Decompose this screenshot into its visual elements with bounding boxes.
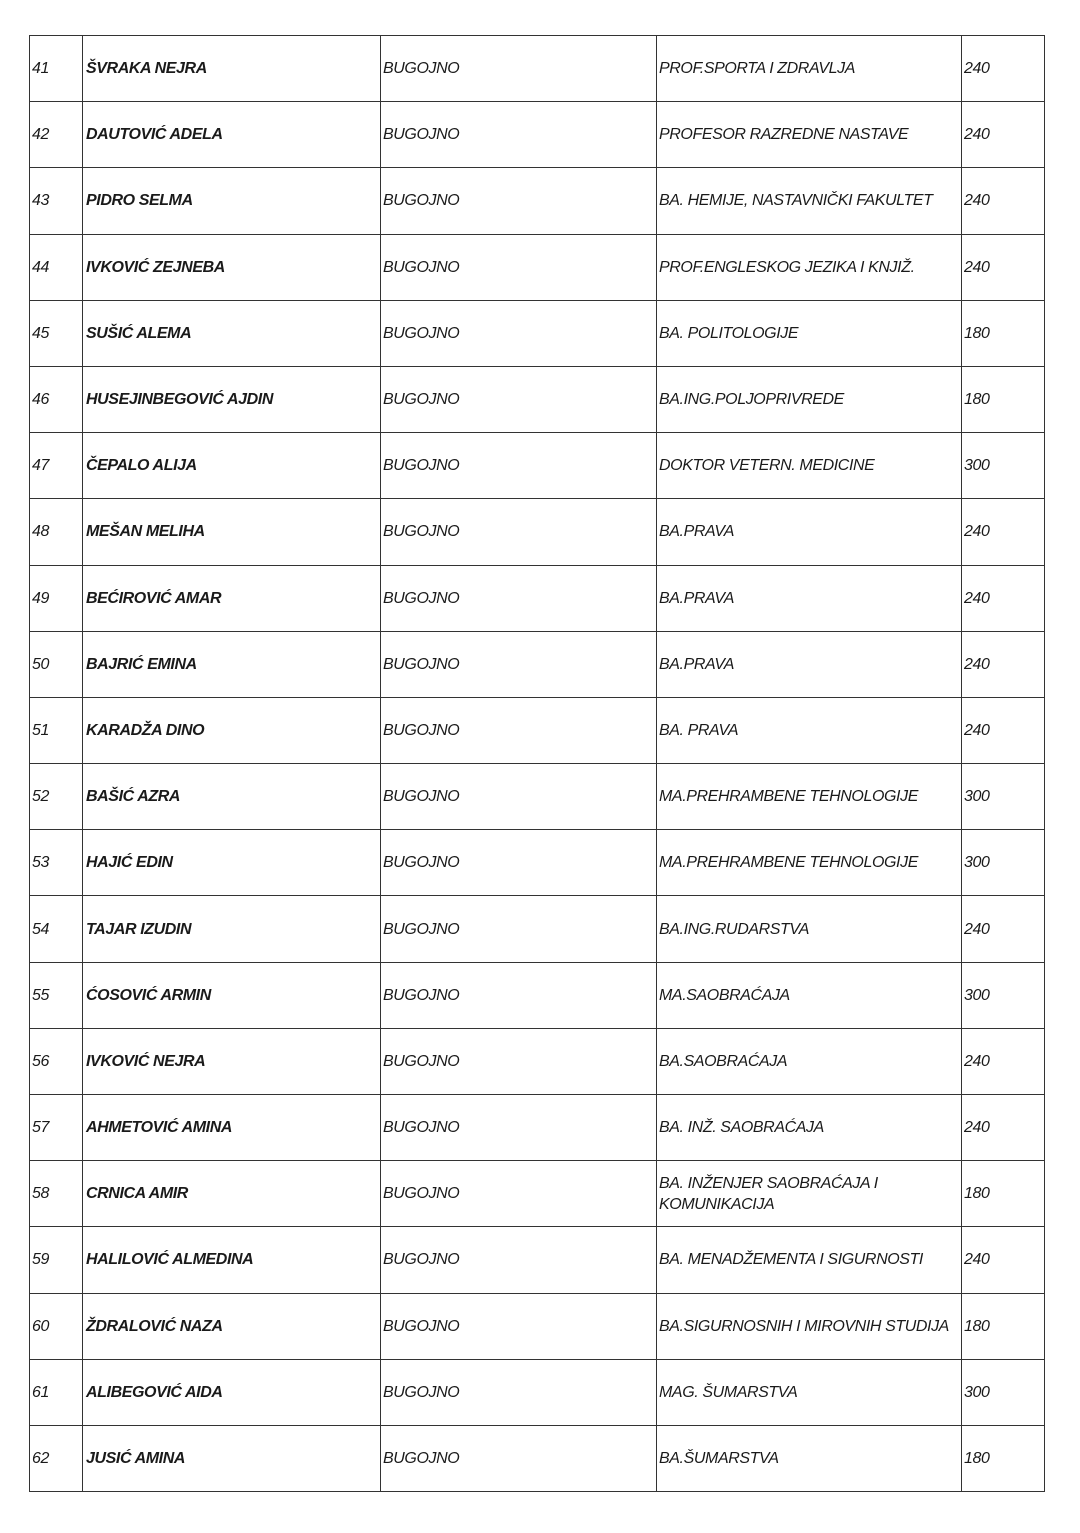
city: BUGOJNO [381,1161,657,1227]
person-name: JUSIĆ AMINA [83,1425,381,1491]
degree: BA. HEMIJE, NASTAVNIČKI FAKULTET [657,168,962,234]
table-row [30,1425,1045,1491]
table-row [30,168,1045,234]
person-name: BEĆIROVIĆ AMAR [83,565,381,631]
city: BUGOJNO [381,1425,657,1491]
person-name: ŠVRAKA NEJRA [83,36,381,102]
row-number: 46 [30,366,83,432]
row-number: 47 [30,433,83,499]
ects-credits: 180 [962,1425,1045,1491]
table-row [30,300,1045,366]
row-number: 49 [30,565,83,631]
ects-credits: 240 [962,234,1045,300]
city: BUGOJNO [381,300,657,366]
person-name: SUŠIĆ ALEMA [83,300,381,366]
degree: DOKTOR VETERN. MEDICINE [657,433,962,499]
degree: MA.SAOBRAĆAJA [657,962,962,1028]
person-name: ČEPALO ALIJA [83,433,381,499]
table-row [30,1161,1045,1227]
table-row [30,433,1045,499]
row-number: 44 [30,234,83,300]
ects-credits: 300 [962,1359,1045,1425]
row-number: 42 [30,102,83,168]
ects-credits: 180 [962,1161,1045,1227]
person-name: ŽDRALOVIĆ NAZA [83,1293,381,1359]
table-row [30,631,1045,697]
row-number: 52 [30,764,83,830]
table-row [30,764,1045,830]
table-row [30,102,1045,168]
table-row [30,499,1045,565]
city: BUGOJNO [381,1359,657,1425]
person-name: HUSEJINBEGOVIĆ AJDIN [83,366,381,432]
row-number: 58 [30,1161,83,1227]
row-number: 48 [30,499,83,565]
degree: BA. POLITOLOGIJE [657,300,962,366]
row-number: 41 [30,36,83,102]
degree: PROF.ENGLESKOG JEZIKA I KNJIŽ. [657,234,962,300]
degree: BA. MENADŽEMENTA I SIGURNOSTI [657,1227,962,1293]
row-number: 61 [30,1359,83,1425]
degree: BA.PRAVA [657,565,962,631]
degree: MAG. ŠUMARSTVA [657,1359,962,1425]
ects-credits: 240 [962,1227,1045,1293]
city: BUGOJNO [381,1227,657,1293]
city: BUGOJNO [381,631,657,697]
person-name: MEŠAN MELIHA [83,499,381,565]
row-number: 59 [30,1227,83,1293]
ects-credits: 300 [962,830,1045,896]
table-row [30,1359,1045,1425]
degree: BA.PRAVA [657,631,962,697]
person-name: IVKOVIĆ ZEJNEBA [83,234,381,300]
person-name: KARADŽA DINO [83,697,381,763]
table-row [30,697,1045,763]
ects-credits: 240 [962,896,1045,962]
degree: BA.SAOBRAĆAJA [657,1028,962,1094]
city: BUGOJNO [381,962,657,1028]
degree: BA.ING.RUDARSTVA [657,896,962,962]
degree: MA.PREHRAMBENE TEHNOLOGIJE [657,764,962,830]
person-name: BAJRIĆ EMINA [83,631,381,697]
row-number: 51 [30,697,83,763]
table-row [30,1095,1045,1161]
degree: BA. INŽENJER SAOBRAĆAJA I KOMUNIKACIJA [657,1161,962,1227]
ects-credits: 300 [962,764,1045,830]
person-name: DAUTOVIĆ ADELA [83,102,381,168]
person-name: CRNICA AMIR [83,1161,381,1227]
city: BUGOJNO [381,1293,657,1359]
city: BUGOJNO [381,102,657,168]
degree: BA.PRAVA [657,499,962,565]
person-name: HALILOVIĆ ALMEDINA [83,1227,381,1293]
ects-credits: 240 [962,36,1045,102]
row-number: 60 [30,1293,83,1359]
ects-credits: 180 [962,1293,1045,1359]
table-row [30,366,1045,432]
row-number: 53 [30,830,83,896]
ects-credits: 240 [962,1095,1045,1161]
city: BUGOJNO [381,168,657,234]
ects-credits: 240 [962,499,1045,565]
ects-credits: 180 [962,366,1045,432]
ects-credits: 240 [962,102,1045,168]
person-name: AHMETOVIĆ AMINA [83,1095,381,1161]
row-number: 54 [30,896,83,962]
degree: BA.ŠUMARSTVA [657,1425,962,1491]
ects-credits: 240 [962,168,1045,234]
row-number: 45 [30,300,83,366]
degree: PROFESOR RAZREDNE NASTAVE [657,102,962,168]
city: BUGOJNO [381,1028,657,1094]
ects-credits: 240 [962,1028,1045,1094]
ects-credits: 240 [962,631,1045,697]
table-row [30,1293,1045,1359]
row-number: 55 [30,962,83,1028]
person-name: HAJIĆ EDIN [83,830,381,896]
ects-credits: 300 [962,962,1045,1028]
city: BUGOJNO [381,234,657,300]
person-name: TAJAR IZUDIN [83,896,381,962]
city: BUGOJNO [381,36,657,102]
person-name: IVKOVIĆ NEJRA [83,1028,381,1094]
table-row [30,1227,1045,1293]
ects-credits: 240 [962,565,1045,631]
city: BUGOJNO [381,1095,657,1161]
row-number: 50 [30,631,83,697]
ects-credits: 300 [962,433,1045,499]
table-row [30,36,1045,102]
candidates-table [29,35,1045,1492]
city: BUGOJNO [381,830,657,896]
city: BUGOJNO [381,499,657,565]
table-row [30,896,1045,962]
degree: BA. INŽ. SAOBRAĆAJA [657,1095,962,1161]
person-name: ĆOSOVIĆ ARMIN [83,962,381,1028]
ects-credits: 240 [962,697,1045,763]
table-row [30,565,1045,631]
row-number: 62 [30,1425,83,1491]
degree: BA.ING.POLJOPRIVREDE [657,366,962,432]
table-row [30,1028,1045,1094]
table-row [30,830,1045,896]
degree: BA. PRAVA [657,697,962,763]
degree: PROF.SPORTA I ZDRAVLJA [657,36,962,102]
row-number: 57 [30,1095,83,1161]
person-name: ALIBEGOVIĆ AIDA [83,1359,381,1425]
table-row [30,962,1045,1028]
ects-credits: 180 [962,300,1045,366]
person-name: BAŠIĆ AZRA [83,764,381,830]
person-name: PIDRO SELMA [83,168,381,234]
city: BUGOJNO [381,697,657,763]
city: BUGOJNO [381,565,657,631]
city: BUGOJNO [381,764,657,830]
city: BUGOJNO [381,433,657,499]
degree: MA.PREHRAMBENE TEHNOLOGIJE [657,830,962,896]
city: BUGOJNO [381,896,657,962]
degree: BA.SIGURNOSNIH I MIROVNIH STUDIJA [657,1293,962,1359]
table-row [30,234,1045,300]
row-number: 56 [30,1028,83,1094]
city: BUGOJNO [381,366,657,432]
row-number: 43 [30,168,83,234]
